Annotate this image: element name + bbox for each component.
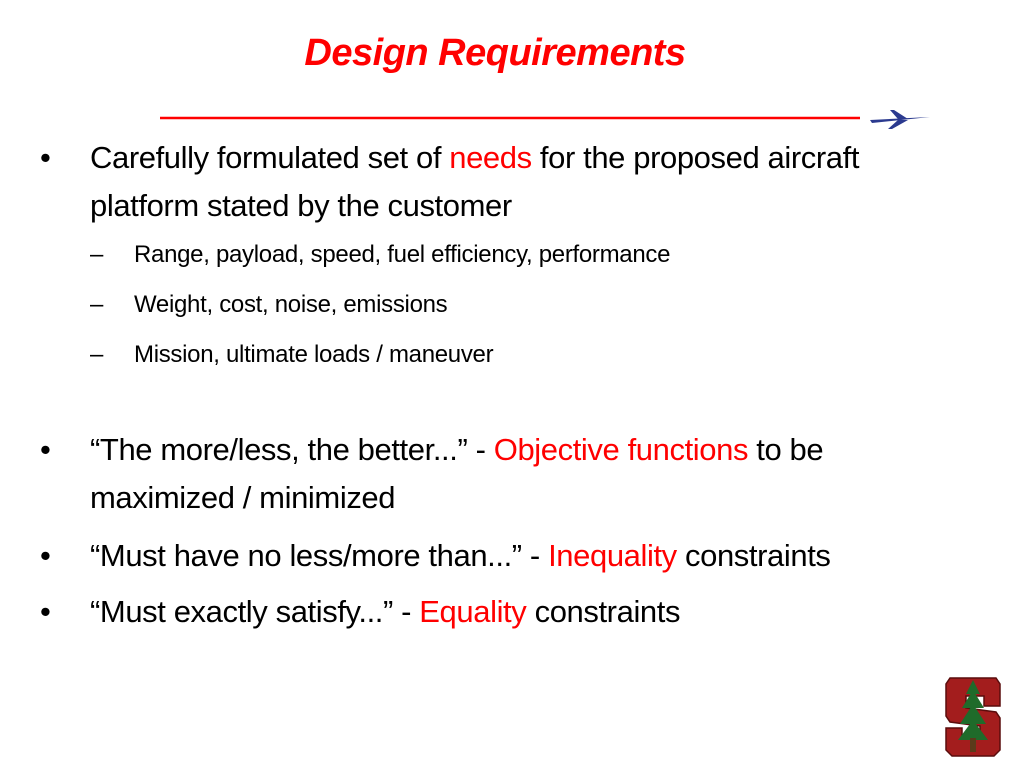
sub-marker: – bbox=[90, 341, 104, 368]
bullet-marker: • bbox=[40, 538, 51, 573]
spacer bbox=[0, 380, 1024, 426]
plane-icon bbox=[870, 110, 930, 129]
highlight-needs: needs bbox=[449, 140, 532, 175]
highlight-inequality: Inequality bbox=[548, 538, 677, 573]
bullet-text: “Must exactly satisfy...” - Equality constraints bbox=[90, 594, 681, 629]
highlight-objective-functions: Objective functions bbox=[493, 432, 749, 467]
slide-title: Design Requirements bbox=[304, 32, 686, 74]
bullet-text: “The more/less, the better...” - Objective functions to be maximized / minimized bbox=[90, 432, 824, 515]
sub-marker: – bbox=[90, 291, 104, 318]
sub-marker: – bbox=[90, 241, 104, 268]
bullet-item-needs bbox=[0, 134, 1024, 230]
bullet-marker: • bbox=[40, 432, 51, 467]
sub-item-mission bbox=[0, 330, 1024, 380]
bullet-item-objective bbox=[0, 426, 1024, 522]
bullet-item-inequality bbox=[0, 532, 1024, 580]
sub-item-range bbox=[0, 230, 1024, 280]
sub-item-weight bbox=[0, 280, 1024, 330]
bullet-list bbox=[0, 134, 1024, 636]
sub-item-text: Range, payload, speed, fuel efficiency, performance bbox=[134, 241, 671, 268]
bullet-marker: • bbox=[40, 140, 51, 175]
title-rule-with-plane-icon bbox=[160, 104, 940, 134]
sub-item-text: Mission, ultimate loads / maneuver bbox=[134, 341, 494, 368]
stanford-tree-logo-icon bbox=[944, 676, 1002, 758]
bullet-marker: • bbox=[40, 594, 51, 629]
sub-item-text: Weight, cost, noise, emissions bbox=[134, 291, 448, 318]
bullet-text: “Must have no less/more than...” - Inequality constraints bbox=[90, 538, 831, 573]
bullet-text: Carefully formulated set of needs for the proposed aircraft platform stated by the customer bbox=[90, 140, 860, 223]
bullet-item-equality bbox=[0, 588, 1024, 636]
highlight-equality: Equality bbox=[419, 594, 527, 629]
